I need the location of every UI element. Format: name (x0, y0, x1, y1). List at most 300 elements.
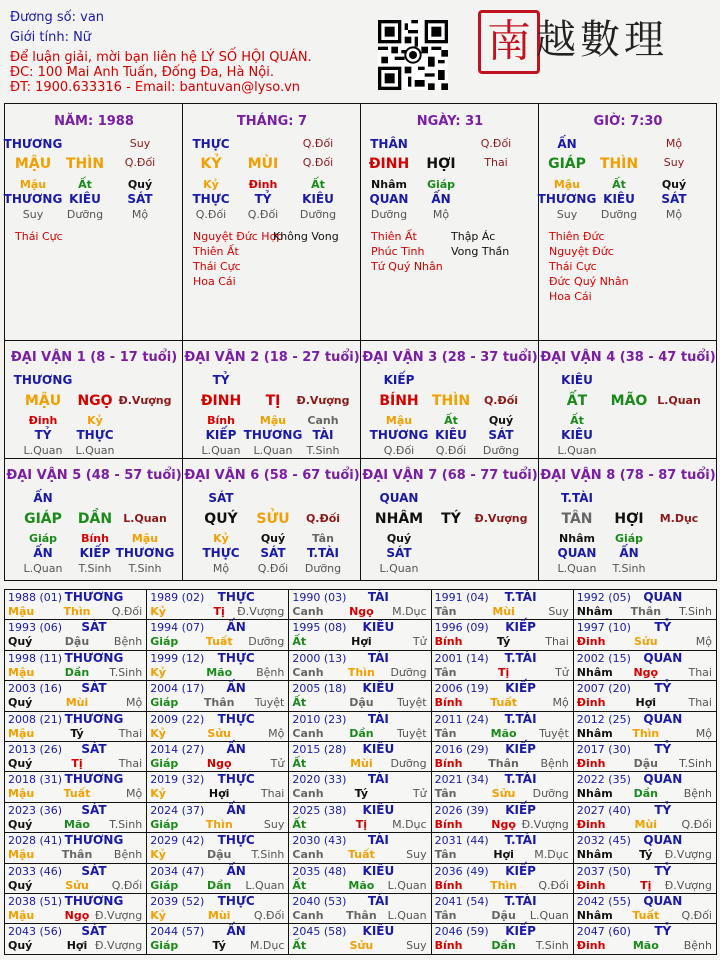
year-label: 2025 (38) (292, 803, 347, 817)
year-stage: Q.Đối (681, 909, 712, 922)
year-branch: Ngọ (64, 909, 90, 922)
year-god: KIÊU (362, 924, 395, 939)
year-cell (5, 651, 147, 681)
year-cell (432, 620, 574, 650)
dai-van-cell (5, 459, 183, 580)
hidden-god: SÁT (488, 428, 514, 442)
year-stem: Kỷ (150, 665, 166, 679)
pillar-branch: HỢI (426, 156, 456, 172)
year-branch: Tị (71, 757, 83, 770)
year-stem: Ất (292, 696, 307, 710)
hidden-stage: Suy (556, 208, 578, 221)
year-stage: Bệnh (113, 635, 143, 649)
hidden-stage: Q.Đối (247, 208, 279, 221)
year-stem: Quý (8, 939, 33, 953)
pillar-stage: Q.Đối (302, 137, 334, 150)
hidden-god: TỶ (34, 428, 52, 442)
year-stem: Kỷ (150, 848, 166, 862)
year-stage: Tử (412, 635, 427, 649)
year-stage: Suy (406, 848, 427, 862)
dai-van-stem: MẬU (24, 393, 62, 409)
year-stem: Kỷ (150, 787, 166, 801)
year-branch: Tuất (632, 909, 660, 922)
year-god: TÀI (367, 590, 389, 604)
hidden-god: KIÊU (603, 192, 635, 206)
dai-van-cell (183, 341, 361, 459)
year-cell (289, 742, 431, 772)
hidden-stem: Mậu (259, 414, 287, 427)
pillar-stem: ĐINH (368, 156, 410, 172)
year-branch: Hợi (351, 635, 372, 649)
year-cell (147, 894, 289, 924)
year-god: KIẾP (505, 863, 536, 878)
year-branch: Sửu (491, 787, 516, 801)
year-stage: Bệnh (113, 848, 143, 862)
contact-phone-email: ĐT: 1900.633316 - Email: bantuvan@lyso.vn (10, 80, 301, 95)
contact-invite: Để luận giải, mời bạn liên hệ LÝ SỐ HỘI QUÁN. (10, 50, 312, 65)
hidden-god: QUAN (557, 546, 597, 560)
hidden-stem: Quý (260, 532, 286, 545)
year-god: QUAN (643, 772, 683, 787)
hidden-god: KIÊU (302, 192, 334, 206)
hidden-stage: T.Sinh (612, 562, 646, 575)
year-branch: Ngọ (491, 817, 516, 831)
year-stage: Mộ (268, 726, 285, 740)
year-god: TỶ (654, 924, 672, 939)
pillar-stem-god: THỰC (192, 137, 230, 151)
dai-van-god: SÁT (208, 491, 234, 505)
year-cell (289, 772, 431, 802)
star-left: Hoa Cái (193, 275, 236, 288)
year-branch: Tị (355, 817, 368, 831)
dai-van-branch: TỊ (265, 393, 281, 409)
year-god: KIÊU (362, 620, 395, 635)
year-cell (574, 894, 716, 924)
pillar-stem: GIÁP (548, 156, 586, 172)
year-stage: Thai (118, 757, 143, 770)
year-stem: Đinh (576, 757, 606, 770)
hidden-stage: Dưỡng (370, 208, 408, 221)
year-cell (5, 864, 147, 894)
year-stem: Đinh (576, 878, 606, 892)
year-god: TÀI (367, 711, 389, 726)
year-label: 2024 (37) (150, 803, 205, 817)
star-left: Thiên Ất (193, 245, 239, 258)
year-stage: Suy (406, 939, 427, 953)
year-stem: Tân (434, 848, 457, 862)
year-branch: Ngọ (206, 757, 232, 770)
year-label: 2006 (19) (434, 682, 489, 696)
dai-van-stem: TÂN (561, 511, 593, 527)
year-stage: L.Quan (387, 909, 427, 922)
year-god: TÀI (367, 894, 389, 908)
hidden-god: ẤN (431, 192, 451, 206)
year-cell (574, 651, 716, 681)
year-branch: Tuất (205, 635, 233, 649)
star-left: Thái Cực (15, 230, 63, 243)
dai-van-stage: M.Dục (659, 512, 699, 525)
year-god: ẤN (226, 620, 246, 635)
year-branch: Thìn (205, 817, 233, 831)
hidden-god: T.TÀI (307, 546, 339, 560)
star-right: Không Vong (273, 230, 339, 243)
year-cell (289, 590, 431, 620)
year-stem: Nhâm (576, 909, 613, 922)
year-stem: Mậu (8, 909, 35, 922)
hidden-god: SÁT (260, 546, 286, 560)
pillar-stem-god: THƯƠNG (3, 137, 63, 151)
year-label: 2009 (22) (150, 712, 205, 726)
year-label: 1996 (09) (434, 621, 489, 635)
year-god: ẤN (226, 742, 246, 756)
year-stem: Kỷ (150, 726, 166, 740)
year-branch: Mão (348, 878, 375, 892)
dai-van-title: ĐẠI VẬN 7 (68 - 77 tuổi) (362, 468, 538, 483)
year-stem: Bính (434, 878, 463, 892)
dai-van-cell (5, 341, 183, 459)
hidden-stem: Giáp (426, 178, 456, 191)
hidden-god: THƯƠNG (369, 428, 429, 442)
dai-van-branch: NGỌ (77, 393, 113, 409)
year-stage: Bệnh (683, 787, 712, 801)
star-right: Thập Ác (451, 230, 496, 243)
year-god: THỰC (217, 650, 255, 665)
year-branch: Sửu (207, 726, 231, 740)
hidden-god: SÁT (127, 192, 153, 206)
year-branch: Hợi (635, 696, 657, 710)
year-stem: Canh (292, 909, 324, 922)
year-label: 2044 (57) (150, 925, 205, 939)
year-stage: T.Sinh (679, 605, 712, 618)
pillar-branch-god: Thai (484, 156, 508, 169)
hidden-stem: Tân (312, 532, 334, 545)
year-cell (432, 864, 574, 894)
year-god: THƯƠNG (64, 711, 124, 726)
pillar-title: GIỜ: 7:30 (593, 114, 663, 129)
year-god: KIẾP (505, 620, 536, 635)
year-label: 1991 (04) (434, 591, 489, 604)
year-god: KIÊU (362, 802, 395, 817)
hidden-god: QUAN (369, 192, 409, 206)
dai-van-cell (361, 459, 539, 580)
year-god: SÁT (81, 802, 107, 817)
pillar-branch: MÙI (247, 156, 279, 172)
year-stem: Đinh (576, 696, 606, 710)
year-god: QUAN (643, 650, 683, 665)
year-stem: Quý (8, 757, 33, 770)
hidden-stem: Bính (81, 532, 109, 545)
year-branch: Sửu (634, 635, 658, 649)
seal-logo: 南 (478, 10, 540, 74)
pillar-title: NGÀY: 31 (416, 114, 484, 129)
year-stage: Đ.Vượng (664, 848, 712, 862)
year-label: 1998 (11) (8, 651, 63, 665)
year-stage: Thai (688, 665, 712, 679)
year-branch: Tý (639, 848, 653, 862)
year-label: 2027 (40) (576, 803, 631, 817)
year-stem: Ất (292, 817, 307, 831)
year-label: 2038 (51) (8, 895, 63, 908)
year-stem: Đinh (576, 635, 606, 649)
year-label: 2021 (34) (434, 773, 489, 787)
hidden-stage: L.Quan (201, 444, 241, 457)
year-cell (574, 833, 716, 863)
hidden-stem: Nhâm (371, 178, 407, 191)
year-stem: Canh (292, 605, 324, 618)
dai-van-stage: L.Quan (123, 512, 167, 525)
dai-van-god: TỶ (212, 373, 230, 387)
pillar-branch-god: Q.Đối (124, 156, 156, 169)
dai-van-cell (539, 459, 716, 580)
year-branch: Tị (640, 878, 652, 892)
hidden-god: THƯƠNG (243, 428, 303, 442)
year-god: KIẾP (505, 802, 536, 817)
year-stage: Suy (548, 605, 569, 618)
year-label: 1999 (12) (150, 651, 205, 665)
year-stem: Nhâm (576, 787, 613, 801)
year-god: ẤN (226, 863, 246, 878)
year-stem: Giáp (150, 757, 179, 770)
year-god: TỶ (654, 620, 672, 635)
year-cell (147, 651, 289, 681)
year-label: 2033 (46) (8, 864, 63, 878)
year-branch: Thìn (632, 726, 660, 740)
year-god: KIÊU (362, 863, 395, 878)
year-god: THƯƠNG (64, 650, 124, 665)
year-god: KIẾP (505, 742, 536, 756)
year-stage: Tử (412, 787, 427, 801)
year-stage: Q.Đối (681, 817, 712, 831)
hidden-stem: Ất (78, 178, 92, 191)
qr-code-icon[interactable] (378, 20, 448, 90)
hidden-stem: Ất (444, 414, 458, 427)
pillar-branch-god: Q.Đối (302, 156, 334, 169)
dai-van-god: QUAN (379, 491, 419, 505)
year-branch: Dần (491, 939, 516, 953)
year-branch: Sửu (349, 939, 374, 953)
hidden-god: ẤN (619, 546, 639, 560)
pillar-branch: THÌN (65, 156, 105, 172)
hidden-stage: L.Quan (23, 444, 63, 457)
year-branch: Thân (346, 909, 377, 922)
year-branch: Dậu (349, 696, 374, 710)
year-stage: L.Quan (387, 878, 427, 892)
year-stem: Giáp (150, 635, 179, 649)
year-branch: Tý (496, 635, 511, 649)
year-label: 2036 (49) (434, 864, 489, 878)
pillar-stage: Q.Đối (480, 137, 512, 150)
year-label: 2030 (43) (292, 834, 347, 848)
year-cell (147, 772, 289, 802)
hidden-stage: Q.Đối (257, 562, 289, 575)
year-label: 2002 (15) (576, 651, 631, 665)
year-stem: Quý (8, 878, 33, 892)
year-stem: Ất (292, 939, 307, 953)
year-stem: Đinh (576, 939, 606, 953)
year-stage: Dưỡng (248, 635, 285, 649)
year-stage: T.Sinh (251, 848, 285, 862)
year-label: 2045 (58) (292, 925, 347, 939)
year-label: 2005 (18) (292, 682, 347, 696)
year-cell (5, 833, 147, 863)
year-stem: Mậu (8, 848, 35, 862)
year-god: THƯƠNG (64, 590, 124, 604)
year-cell (5, 924, 147, 954)
year-stem: Quý (8, 817, 33, 831)
year-branch: Mão (64, 817, 90, 831)
year-stage: Đ.Vượng (664, 878, 712, 892)
dai-van-title: ĐẠI VẬN 5 (48 - 57 tuổi) (6, 468, 182, 483)
pillar-branch: THÌN (599, 156, 639, 172)
dai-van-stage: Đ.Vượng (118, 394, 172, 407)
year-label: 2018 (31) (8, 773, 63, 787)
year-god: TÀI (367, 833, 389, 848)
year-god: TÀI (367, 650, 389, 665)
year-branch: Tị (213, 605, 225, 618)
star-right: Vong Thần (451, 245, 510, 258)
year-cell (147, 681, 289, 711)
year-stage: Dưỡng (390, 757, 427, 770)
year-branch: Thân (61, 848, 93, 862)
dai-van-title: ĐẠI VẬN 4 (38 - 47 tuổi) (540, 350, 716, 365)
year-god: THỰC (217, 833, 255, 848)
year-stage: Tuyệt (396, 726, 427, 740)
year-god: SÁT (81, 863, 107, 878)
year-god: TỶ (654, 681, 672, 696)
year-branch: Ngọ (633, 665, 659, 679)
dai-van-stem: QUÝ (204, 511, 238, 527)
year-stage: T.Sinh (109, 665, 143, 679)
brand-logo: 越數理 (536, 17, 668, 63)
hidden-stem: Giáp (28, 532, 58, 545)
year-god: KIÊU (362, 681, 395, 696)
year-stage: Mộ (125, 787, 143, 801)
year-stage: Đ.Vượng (521, 817, 569, 831)
year-label: 2001 (14) (434, 651, 489, 665)
hidden-god: TỶ (254, 192, 272, 206)
dai-van-god: T.TÀI (561, 491, 593, 505)
hidden-stage: Dưỡng (66, 208, 104, 221)
dai-van-stem: ẤT (566, 393, 588, 409)
hidden-stem: Kỷ (203, 178, 219, 191)
hidden-stage: L.Quan (557, 444, 597, 457)
dai-van-branch: TÝ (441, 511, 461, 527)
year-branch: Ngọ (349, 605, 374, 618)
year-branch: Dần (349, 726, 374, 740)
hidden-stem: Bính (207, 414, 235, 427)
year-label: 2017 (30) (576, 743, 631, 756)
dai-van-stage: Q.Đối (483, 394, 519, 407)
year-cell (574, 681, 716, 711)
year-label: 2042 (55) (576, 895, 631, 908)
year-cell (147, 590, 289, 620)
hidden-stage: T.Sinh (78, 562, 112, 575)
hidden-stage: L.Quan (23, 562, 63, 575)
dai-van-branch: SỬU (256, 511, 290, 527)
year-god: SÁT (81, 924, 107, 939)
year-branch: Tý (354, 787, 369, 801)
year-stage: Thai (688, 696, 712, 710)
year-branch: Tuất (63, 787, 91, 801)
hidden-stem: Đinh (28, 414, 58, 427)
hidden-stage: Mộ (212, 562, 230, 575)
year-label: 2035 (48) (292, 864, 347, 878)
year-label: 2012 (25) (576, 712, 631, 726)
dai-van-title: ĐẠI VẬN 3 (28 - 37 tuổi) (362, 350, 538, 365)
year-god: TỶ (654, 863, 672, 878)
pillar-branch-god: Suy (663, 156, 685, 169)
year-stem: Bính (434, 696, 463, 710)
star-left: Hoa Cái (549, 290, 592, 303)
pillar-stage: Suy (129, 137, 151, 150)
year-god: ẤN (226, 802, 246, 817)
year-stem: Canh (292, 726, 324, 740)
gender: Giới tính: Nữ (10, 30, 92, 45)
year-label: 2003 (16) (8, 682, 63, 696)
year-cell (289, 803, 431, 833)
year-cell (147, 712, 289, 742)
year-stage: Đ.Vượng (237, 605, 285, 618)
year-stem: Canh (292, 848, 324, 862)
hidden-stem: Mậu (19, 178, 47, 191)
year-label: 2004 (17) (150, 682, 205, 696)
year-stem: Nhâm (576, 605, 613, 618)
pillar-stem: MẬU (14, 156, 52, 172)
contact-address: ĐC: 100 Mai Anh Tuấn, Đống Đa, Hà Nội. (10, 65, 274, 80)
year-label: 1997 (10) (576, 621, 631, 635)
hidden-stage: Mộ (432, 208, 450, 221)
star-left: Nguyệt Đức Hợp (193, 230, 284, 243)
four-pillars-grid (4, 103, 717, 581)
year-branch: Dần (64, 665, 90, 679)
year-god: THƯƠNG (64, 894, 124, 908)
year-stem: Canh (292, 787, 324, 801)
hidden-god: SÁT (661, 192, 687, 206)
year-cell (5, 620, 147, 650)
hidden-stem: Mậu (131, 532, 159, 545)
hidden-god: KIẾP (79, 546, 111, 560)
year-god: TÀI (367, 772, 389, 787)
dai-van-stem: NHÂM (374, 511, 424, 527)
year-label: 2000 (13) (292, 651, 347, 665)
hidden-stage: Dưỡng (304, 562, 342, 575)
hidden-stage: Dưỡng (482, 444, 520, 457)
hidden-stem: Mậu (385, 414, 413, 427)
hidden-stage: Dưỡng (299, 208, 337, 221)
year-branch: Tuất (490, 696, 517, 710)
pillar-stem-god: ẤN (557, 137, 577, 151)
year-label: 2037 (50) (576, 864, 631, 878)
year-stage: Thai (545, 635, 569, 649)
year-cell (574, 590, 716, 620)
year-stem: Giáp (150, 939, 179, 953)
year-stem: Tân (434, 909, 457, 922)
year-branch: Thìn (490, 878, 518, 892)
year-branch: Mùi (65, 696, 89, 710)
year-label: 1995 (08) (292, 621, 347, 635)
year-label: 1990 (03) (292, 591, 347, 604)
dai-van-branch: MÃO (610, 393, 648, 409)
year-god: T.TÀI (504, 833, 537, 848)
year-cell (147, 803, 289, 833)
hidden-stem: Kỷ (87, 414, 103, 427)
year-stem: Ất (292, 878, 307, 892)
star-left: Nguyệt Đức (549, 245, 614, 258)
year-label: 1993 (06) (8, 621, 63, 635)
year-cell (5, 742, 147, 772)
star-left: Thiên Ất (371, 230, 417, 243)
star-left: Thiên Đức (549, 230, 605, 243)
